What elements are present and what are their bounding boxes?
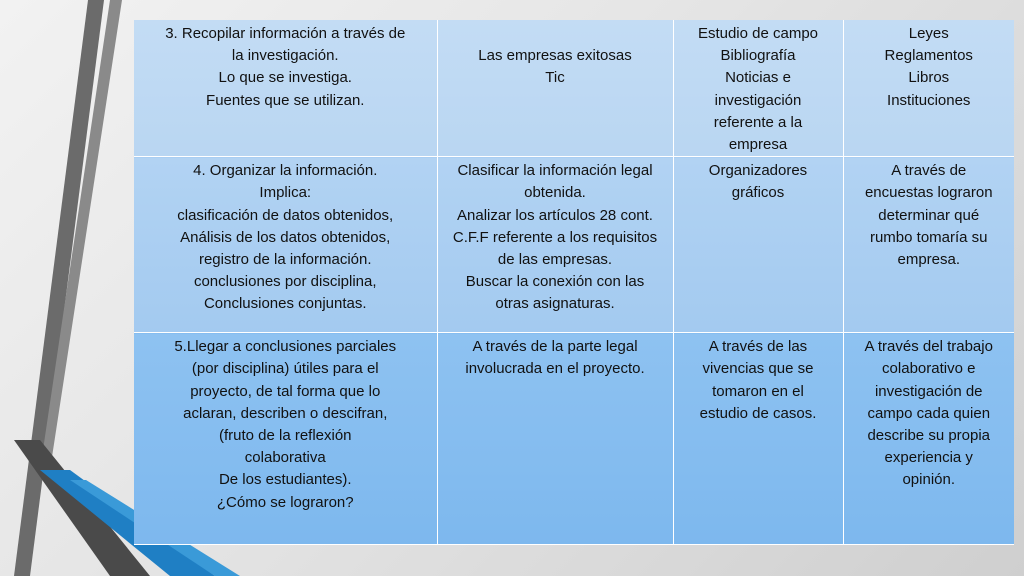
cell-line: empresa. [897, 251, 961, 269]
cell-line: Conclusiones conjuntas. [203, 295, 367, 313]
table-cell [843, 333, 1014, 545]
cell-line: C.F.F referente a los requisitos [452, 228, 658, 246]
table-cell [673, 20, 843, 157]
cell-line: otras asignaturas. [495, 295, 615, 313]
cell-line: opinión. [902, 471, 956, 489]
table-cell [134, 333, 437, 545]
cell-line: Lo que se investiga. [218, 69, 352, 87]
cell-line: involucrada en el proyecto. [465, 360, 645, 378]
cell-line [444, 23, 667, 45]
cell-line: Bibliografía [720, 47, 796, 65]
table-row [134, 333, 1014, 545]
cell-line: A través de las [708, 338, 808, 356]
table-cell [843, 20, 1014, 157]
cell-line: describe su propia [867, 427, 991, 445]
cell-line: vivencias que se [702, 360, 814, 378]
cell-line: registro de la información. [198, 251, 372, 269]
cell-line: Implica: [259, 184, 312, 202]
cell-line: A través de la parte legal [472, 338, 638, 356]
cell-line: Buscar la conexión con las [465, 273, 645, 291]
table-cell [437, 157, 673, 333]
cell-line: experiencia y [884, 449, 973, 467]
content-table [134, 20, 1014, 545]
cell-line: (por disciplina) útiles para el [191, 360, 379, 378]
cell-line: colaborativa [244, 449, 326, 467]
cell-line: clasificación de datos obtenidos, [177, 206, 394, 224]
table-cell [673, 157, 843, 333]
cell-line: conclusiones por disciplina, [193, 273, 377, 291]
cell-line: colaborativo e [882, 360, 976, 378]
cell-line: investigación [714, 91, 802, 109]
cell-line: 5.Llegar a conclusiones parciales [174, 338, 397, 356]
cell-line: rumbo tomaría su [869, 228, 988, 246]
table-cell [437, 20, 673, 157]
cell-line: Fuentes que se utilizan. [206, 91, 365, 109]
cell-line: Clasificar la información legal [457, 162, 653, 180]
table-cell [673, 333, 843, 545]
cell-line: De los estudiantes). [218, 471, 352, 489]
cell-line: Reglamentos [884, 47, 973, 65]
cell-line: la investigación. [231, 47, 339, 65]
cell-line: Organizadores [708, 162, 808, 180]
cell-line: determinar qué [878, 206, 980, 224]
cell-line: Tic [545, 69, 565, 87]
table-cell [843, 157, 1014, 333]
cell-line: 4. Organizar la información. [193, 162, 378, 180]
cell-line: A través del trabajo [864, 338, 993, 356]
cell-line: referente a la [713, 113, 803, 131]
cell-line: tomaron en el [712, 382, 804, 400]
cell-line: investigación de [874, 382, 983, 400]
cell-line: proyecto, de tal forma que lo [190, 382, 381, 400]
cell-line: campo cada quien [867, 404, 991, 422]
cell-line: Estudio de campo [697, 25, 819, 42]
cell-line: aclaran, describen o descifran, [183, 404, 388, 422]
cell-line: A través de [891, 162, 967, 180]
table-cell [437, 333, 673, 545]
cell-line: Las empresas exitosas [478, 47, 632, 64]
cell-line: (fruto de la reflexión [218, 427, 352, 445]
table-cell [134, 20, 437, 157]
cell-line: Libros [908, 69, 950, 87]
table-row [134, 20, 1014, 157]
cell-line: gráficos [731, 184, 785, 202]
cell-line: ¿Cómo se lograron? [216, 493, 354, 511]
cell-line: 3. Recopilar información a través de [165, 25, 406, 42]
cell-line: estudio de casos. [699, 404, 817, 422]
cell-line: Instituciones [887, 91, 971, 109]
cell-line: Leyes [908, 25, 949, 42]
cell-line: encuestas lograron [864, 184, 993, 202]
table-row [134, 157, 1014, 333]
cell-line: de las empresas. [497, 251, 613, 269]
cell-line: Noticias e [725, 69, 791, 87]
cell-line: empresa [728, 136, 788, 154]
cell-line: Analizar los artículos 28 cont. [457, 206, 653, 224]
cell-line: Análisis de los datos obtenidos, [180, 228, 391, 246]
table-cell [134, 157, 437, 333]
cell-line: obtenida. [524, 184, 586, 202]
